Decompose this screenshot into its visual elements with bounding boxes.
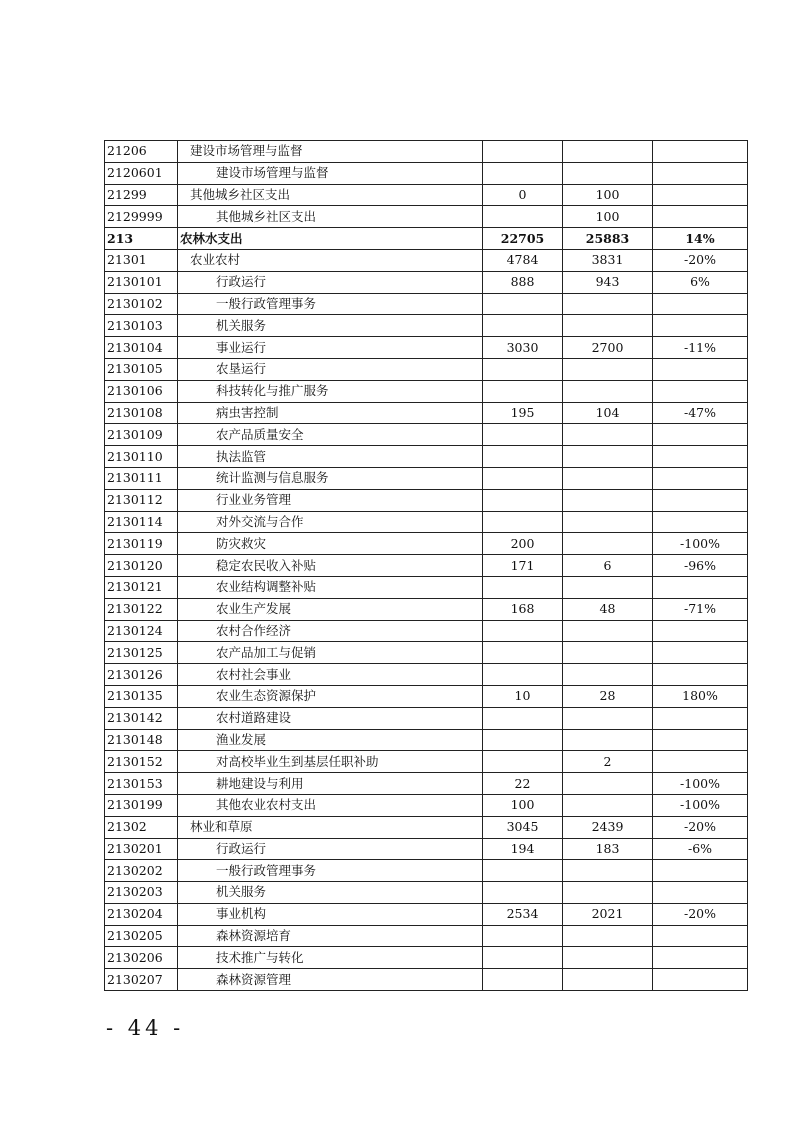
curr-value-cell — [563, 729, 653, 751]
change-pct-cell — [653, 642, 748, 664]
prev-value-cell — [483, 969, 563, 991]
name-cell: 稳定农民收入补贴 — [178, 555, 483, 577]
prev-value-cell — [483, 707, 563, 729]
curr-value-cell — [563, 794, 653, 816]
prev-value-cell: 194 — [483, 838, 563, 860]
prev-value-cell — [483, 424, 563, 446]
change-pct-cell — [653, 358, 748, 380]
table-row — [105, 969, 748, 991]
code-cell: 2130201 — [105, 838, 178, 860]
prev-value-cell — [483, 315, 563, 337]
change-pct-cell: -6% — [653, 838, 748, 860]
table-row — [105, 293, 748, 315]
change-pct-cell — [653, 620, 748, 642]
code-cell: 21302 — [105, 816, 178, 838]
prev-value-cell — [483, 947, 563, 969]
prev-value-cell: 22705 — [483, 228, 563, 250]
prev-value-cell — [483, 751, 563, 773]
name-cell: 农村道路建设 — [178, 707, 483, 729]
name-cell: 防灾救灾 — [178, 533, 483, 555]
change-pct-cell — [653, 162, 748, 184]
name-cell: 农林水支出 — [178, 228, 483, 250]
code-cell: 2130110 — [105, 446, 178, 468]
name-cell: 农业生产发展 — [178, 598, 483, 620]
name-cell: 森林资源培育 — [178, 925, 483, 947]
change-pct-cell: -100% — [653, 794, 748, 816]
curr-value-cell: 100 — [563, 184, 653, 206]
name-cell: 机关服务 — [178, 315, 483, 337]
name-cell: 其他城乡社区支出 — [178, 206, 483, 228]
code-cell: 21301 — [105, 249, 178, 271]
table-row — [105, 685, 748, 707]
prev-value-cell: 3030 — [483, 337, 563, 359]
budget-table — [104, 140, 748, 991]
change-pct-cell — [653, 882, 748, 904]
curr-value-cell: 100 — [563, 206, 653, 228]
code-cell: 2130114 — [105, 511, 178, 533]
table-row — [105, 947, 748, 969]
curr-value-cell — [563, 947, 653, 969]
change-pct-cell — [653, 206, 748, 228]
curr-value-cell — [563, 882, 653, 904]
code-cell: 2130125 — [105, 642, 178, 664]
prev-value-cell — [483, 467, 563, 489]
prev-value-cell — [483, 358, 563, 380]
table-row — [105, 315, 748, 337]
prev-value-cell: 888 — [483, 271, 563, 293]
table-row — [105, 206, 748, 228]
change-pct-cell: -100% — [653, 533, 748, 555]
change-pct-cell: -20% — [653, 816, 748, 838]
table-row — [105, 162, 748, 184]
curr-value-cell — [563, 860, 653, 882]
change-pct-cell: -47% — [653, 402, 748, 424]
code-cell: 2130103 — [105, 315, 178, 337]
change-pct-cell: 6% — [653, 271, 748, 293]
name-cell: 渔业发展 — [178, 729, 483, 751]
code-cell: 21299 — [105, 184, 178, 206]
change-pct-cell — [653, 380, 748, 402]
prev-value-cell — [483, 729, 563, 751]
code-cell: 2130142 — [105, 707, 178, 729]
name-cell: 农村合作经济 — [178, 620, 483, 642]
table-row — [105, 773, 748, 795]
curr-value-cell — [563, 773, 653, 795]
name-cell: 行政运行 — [178, 271, 483, 293]
table-row — [105, 402, 748, 424]
code-cell: 2130108 — [105, 402, 178, 424]
prev-value-cell: 200 — [483, 533, 563, 555]
name-cell: 机关服务 — [178, 882, 483, 904]
name-cell: 森林资源管理 — [178, 969, 483, 991]
name-cell: 农产品加工与促销 — [178, 642, 483, 664]
name-cell: 其他城乡社区支出 — [178, 184, 483, 206]
table-row — [105, 751, 748, 773]
prev-value-cell — [483, 882, 563, 904]
code-cell: 2130109 — [105, 424, 178, 446]
prev-value-cell: 22 — [483, 773, 563, 795]
curr-value-cell — [563, 424, 653, 446]
table-row — [105, 467, 748, 489]
prev-value-cell: 100 — [483, 794, 563, 816]
curr-value-cell: 2700 — [563, 337, 653, 359]
name-cell: 建设市场管理与监督 — [178, 141, 483, 163]
change-pct-cell — [653, 141, 748, 163]
table-row — [105, 860, 748, 882]
table-row — [105, 925, 748, 947]
prev-value-cell — [483, 141, 563, 163]
name-cell: 统计监测与信息服务 — [178, 467, 483, 489]
table-row — [105, 271, 748, 293]
name-cell: 林业和草原 — [178, 816, 483, 838]
curr-value-cell: 2021 — [563, 903, 653, 925]
name-cell: 农业结构调整补贴 — [178, 576, 483, 598]
table-row — [105, 249, 748, 271]
code-cell: 2130203 — [105, 882, 178, 904]
change-pct-cell — [653, 576, 748, 598]
code-cell: 2130106 — [105, 380, 178, 402]
curr-value-cell — [563, 533, 653, 555]
name-cell: 一般行政管理事务 — [178, 860, 483, 882]
change-pct-cell — [653, 184, 748, 206]
change-pct-cell: 14% — [653, 228, 748, 250]
curr-value-cell: 2 — [563, 751, 653, 773]
code-cell: 2130124 — [105, 620, 178, 642]
name-cell: 农产品质量安全 — [178, 424, 483, 446]
code-cell: 2130120 — [105, 555, 178, 577]
table-row — [105, 642, 748, 664]
name-cell: 一般行政管理事务 — [178, 293, 483, 315]
code-cell: 2130111 — [105, 467, 178, 489]
name-cell: 事业运行 — [178, 337, 483, 359]
prev-value-cell — [483, 620, 563, 642]
code-cell: 2130205 — [105, 925, 178, 947]
name-cell: 科技转化与推广服务 — [178, 380, 483, 402]
table-row — [105, 184, 748, 206]
code-cell: 2130122 — [105, 598, 178, 620]
curr-value-cell — [563, 293, 653, 315]
change-pct-cell — [653, 467, 748, 489]
prev-value-cell: 4784 — [483, 249, 563, 271]
code-cell: 2130126 — [105, 664, 178, 686]
prev-value-cell: 168 — [483, 598, 563, 620]
name-cell: 农业农村 — [178, 249, 483, 271]
name-cell: 技术推广与转化 — [178, 947, 483, 969]
prev-value-cell: 2534 — [483, 903, 563, 925]
code-cell: 2129999 — [105, 206, 178, 228]
curr-value-cell: 28 — [563, 685, 653, 707]
curr-value-cell: 943 — [563, 271, 653, 293]
code-cell: 2130202 — [105, 860, 178, 882]
code-cell: 2130101 — [105, 271, 178, 293]
table-row — [105, 707, 748, 729]
name-cell: 病虫害控制 — [178, 402, 483, 424]
budget-table-body — [105, 141, 748, 991]
change-pct-cell — [653, 860, 748, 882]
curr-value-cell — [563, 358, 653, 380]
name-cell: 农业生态资源保护 — [178, 685, 483, 707]
code-cell: 2130119 — [105, 533, 178, 555]
change-pct-cell: -96% — [653, 555, 748, 577]
code-cell: 2130206 — [105, 947, 178, 969]
curr-value-cell — [563, 446, 653, 468]
prev-value-cell: 195 — [483, 402, 563, 424]
table-row — [105, 555, 748, 577]
curr-value-cell — [563, 315, 653, 337]
change-pct-cell — [653, 729, 748, 751]
curr-value-cell — [563, 576, 653, 598]
table-row — [105, 794, 748, 816]
prev-value-cell — [483, 446, 563, 468]
change-pct-cell: -71% — [653, 598, 748, 620]
change-pct-cell: -20% — [653, 249, 748, 271]
name-cell: 执法监管 — [178, 446, 483, 468]
change-pct-cell — [653, 315, 748, 337]
curr-value-cell — [563, 489, 653, 511]
name-cell: 农村社会事业 — [178, 664, 483, 686]
prev-value-cell — [483, 162, 563, 184]
curr-value-cell — [563, 664, 653, 686]
change-pct-cell: 180% — [653, 685, 748, 707]
change-pct-cell — [653, 969, 748, 991]
table-row — [105, 228, 748, 250]
code-cell: 2120601 — [105, 162, 178, 184]
change-pct-cell — [653, 446, 748, 468]
prev-value-cell — [483, 664, 563, 686]
curr-value-cell — [563, 969, 653, 991]
table-row — [105, 380, 748, 402]
change-pct-cell — [653, 751, 748, 773]
table-row — [105, 664, 748, 686]
code-cell: 2130121 — [105, 576, 178, 598]
table-row — [105, 882, 748, 904]
change-pct-cell — [653, 511, 748, 533]
name-cell: 对外交流与合作 — [178, 511, 483, 533]
table-row — [105, 533, 748, 555]
curr-value-cell — [563, 642, 653, 664]
prev-value-cell: 171 — [483, 555, 563, 577]
prev-value-cell — [483, 925, 563, 947]
prev-value-cell — [483, 293, 563, 315]
table-row — [105, 337, 748, 359]
code-cell: 2130102 — [105, 293, 178, 315]
name-cell: 对高校毕业生到基层任职补助 — [178, 751, 483, 773]
curr-value-cell — [563, 511, 653, 533]
name-cell: 事业机构 — [178, 903, 483, 925]
change-pct-cell — [653, 293, 748, 315]
change-pct-cell — [653, 489, 748, 511]
table-row — [105, 358, 748, 380]
curr-value-cell — [563, 620, 653, 642]
code-cell: 2130199 — [105, 794, 178, 816]
change-pct-cell — [653, 424, 748, 446]
table-row — [105, 446, 748, 468]
table-row — [105, 489, 748, 511]
curr-value-cell: 6 — [563, 555, 653, 577]
curr-value-cell: 48 — [563, 598, 653, 620]
change-pct-cell: -100% — [653, 773, 748, 795]
table-row — [105, 903, 748, 925]
curr-value-cell: 2439 — [563, 816, 653, 838]
name-cell: 建设市场管理与监督 — [178, 162, 483, 184]
table-row — [105, 620, 748, 642]
code-cell: 2130148 — [105, 729, 178, 751]
change-pct-cell — [653, 707, 748, 729]
curr-value-cell: 104 — [563, 402, 653, 424]
prev-value-cell: 10 — [483, 685, 563, 707]
prev-value-cell — [483, 860, 563, 882]
curr-value-cell: 25883 — [563, 228, 653, 250]
prev-value-cell — [483, 576, 563, 598]
code-cell: 2130207 — [105, 969, 178, 991]
code-cell: 21206 — [105, 141, 178, 163]
prev-value-cell — [483, 380, 563, 402]
change-pct-cell — [653, 664, 748, 686]
change-pct-cell — [653, 925, 748, 947]
table-row — [105, 424, 748, 446]
prev-value-cell — [483, 511, 563, 533]
curr-value-cell: 3831 — [563, 249, 653, 271]
table-row — [105, 511, 748, 533]
change-pct-cell — [653, 947, 748, 969]
table-row — [105, 576, 748, 598]
table-row — [105, 816, 748, 838]
code-cell: 2130204 — [105, 903, 178, 925]
curr-value-cell — [563, 380, 653, 402]
name-cell: 行业业务管理 — [178, 489, 483, 511]
curr-value-cell — [563, 162, 653, 184]
code-cell: 2130105 — [105, 358, 178, 380]
change-pct-cell: -20% — [653, 903, 748, 925]
prev-value-cell — [483, 642, 563, 664]
page-number: - 44 - — [106, 1016, 185, 1040]
code-cell: 2130152 — [105, 751, 178, 773]
prev-value-cell: 0 — [483, 184, 563, 206]
change-pct-cell: -11% — [653, 337, 748, 359]
table-row — [105, 729, 748, 751]
name-cell: 农垦运行 — [178, 358, 483, 380]
table-row — [105, 838, 748, 860]
curr-value-cell — [563, 467, 653, 489]
name-cell: 行政运行 — [178, 838, 483, 860]
curr-value-cell: 183 — [563, 838, 653, 860]
prev-value-cell — [483, 206, 563, 228]
curr-value-cell — [563, 925, 653, 947]
prev-value-cell — [483, 489, 563, 511]
code-cell: 2130135 — [105, 685, 178, 707]
prev-value-cell: 3045 — [483, 816, 563, 838]
table-row — [105, 141, 748, 163]
curr-value-cell — [563, 707, 653, 729]
code-cell: 2130104 — [105, 337, 178, 359]
table-row — [105, 598, 748, 620]
curr-value-cell — [563, 141, 653, 163]
code-cell: 2130112 — [105, 489, 178, 511]
code-cell: 213 — [105, 228, 178, 250]
code-cell: 2130153 — [105, 773, 178, 795]
name-cell: 其他农业农村支出 — [178, 794, 483, 816]
name-cell: 耕地建设与利用 — [178, 773, 483, 795]
